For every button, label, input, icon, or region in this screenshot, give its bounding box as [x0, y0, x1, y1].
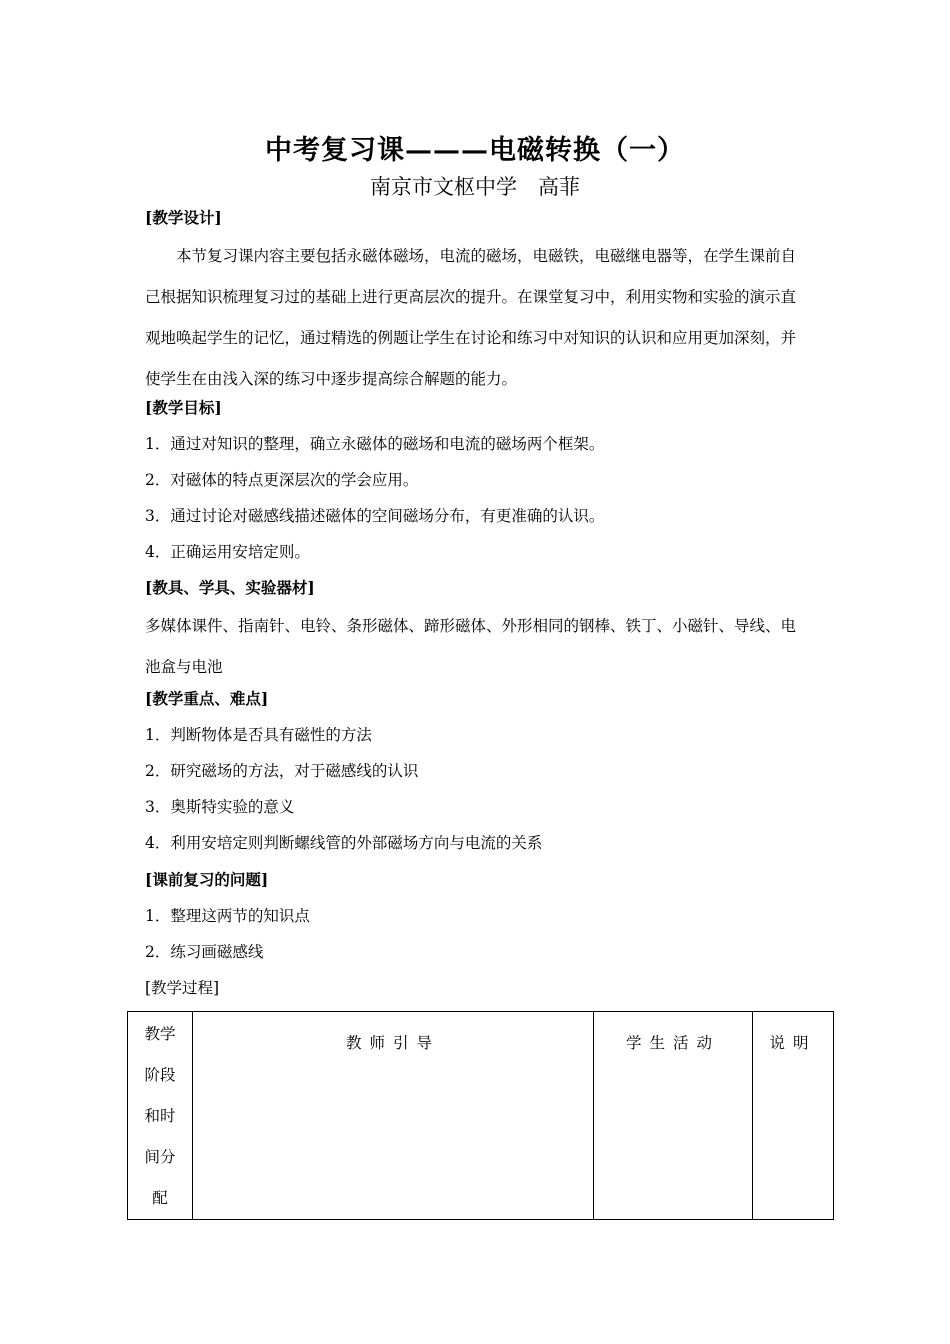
section-teaching-design [145, 200, 810, 400]
section-heading: [教学重点、难点] [145, 689, 269, 708]
notes-header: 说明 [753, 1012, 834, 1220]
section-heading: [教学过程] [145, 979, 220, 997]
list-item: 3．通过讨论对磁感线描述磁体的空间磁场分布，有更准确的认识。 [145, 507, 605, 525]
design-paragraph: 本节复习课内容主要包括永磁体磁场，电流的磁场，电磁铁，电磁继电器等，在学生课前自己根据知识梳理复习过的基础上进行更高层次的提升。在课堂复习中，利用实物和实验的演示直观地唤起学生的记忆，通过精选的例题让学生在讨论和练习中对知识的认识和应用更加深刻，并使学生在由浅入深的练习中逐步提高综合解题的能力。 [145, 247, 797, 388]
section-heading: [教学目标] [145, 398, 222, 417]
stage-column-header: 教学 阶段 和时 间分 配 [128, 1012, 193, 1220]
teaching-process-table [127, 1011, 834, 1220]
section-heading: [课前复习的问题] [145, 870, 269, 889]
list-item: 2．研究磁场的方法，对于磁感线的认识 [145, 762, 419, 780]
section-teaching-process [145, 970, 810, 1006]
list-item: 2．练习画磁感线 [145, 943, 264, 961]
teacher-guidance-header: 教师引导 [193, 1012, 594, 1220]
list-item: 2．对磁体的特点更深层次的学会应用。 [145, 471, 419, 489]
document-title: 中考复习课———电磁转换（一） [265, 135, 685, 166]
list-item: 4．正确运用安培定则。 [145, 543, 310, 561]
table-row [128, 1012, 834, 1220]
section-heading: [教具、学具、实验器材] [145, 578, 315, 597]
section-teaching-goals [145, 390, 810, 570]
section-key-points [145, 681, 810, 861]
section-preview-questions [145, 862, 810, 970]
student-activity-header: 学生活动 [594, 1012, 753, 1220]
list-item: 4．利用安培定则判断螺线管的外部磁场方向与电流的关系 [145, 834, 543, 852]
section-materials [145, 570, 810, 688]
list-item: 1．整理这两节的知识点 [145, 907, 310, 925]
section-heading: [教学设计] [145, 208, 222, 227]
list-item: 1．通过对知识的整理，确立永磁体的磁场和电流的磁场两个框架。 [145, 435, 605, 453]
materials-paragraph: 多媒体课件、指南针、电铃、条形磁体、蹄形磁体、外形相同的钢棒、铁丁、小磁针、导线、电池盒与电池 [145, 617, 797, 676]
document-subtitle: 南京市文枢中学 高菲 [370, 175, 580, 199]
list-item: 1．判断物体是否具有磁性的方法 [145, 726, 372, 744]
list-item: 3．奥斯特实验的意义 [145, 798, 295, 816]
